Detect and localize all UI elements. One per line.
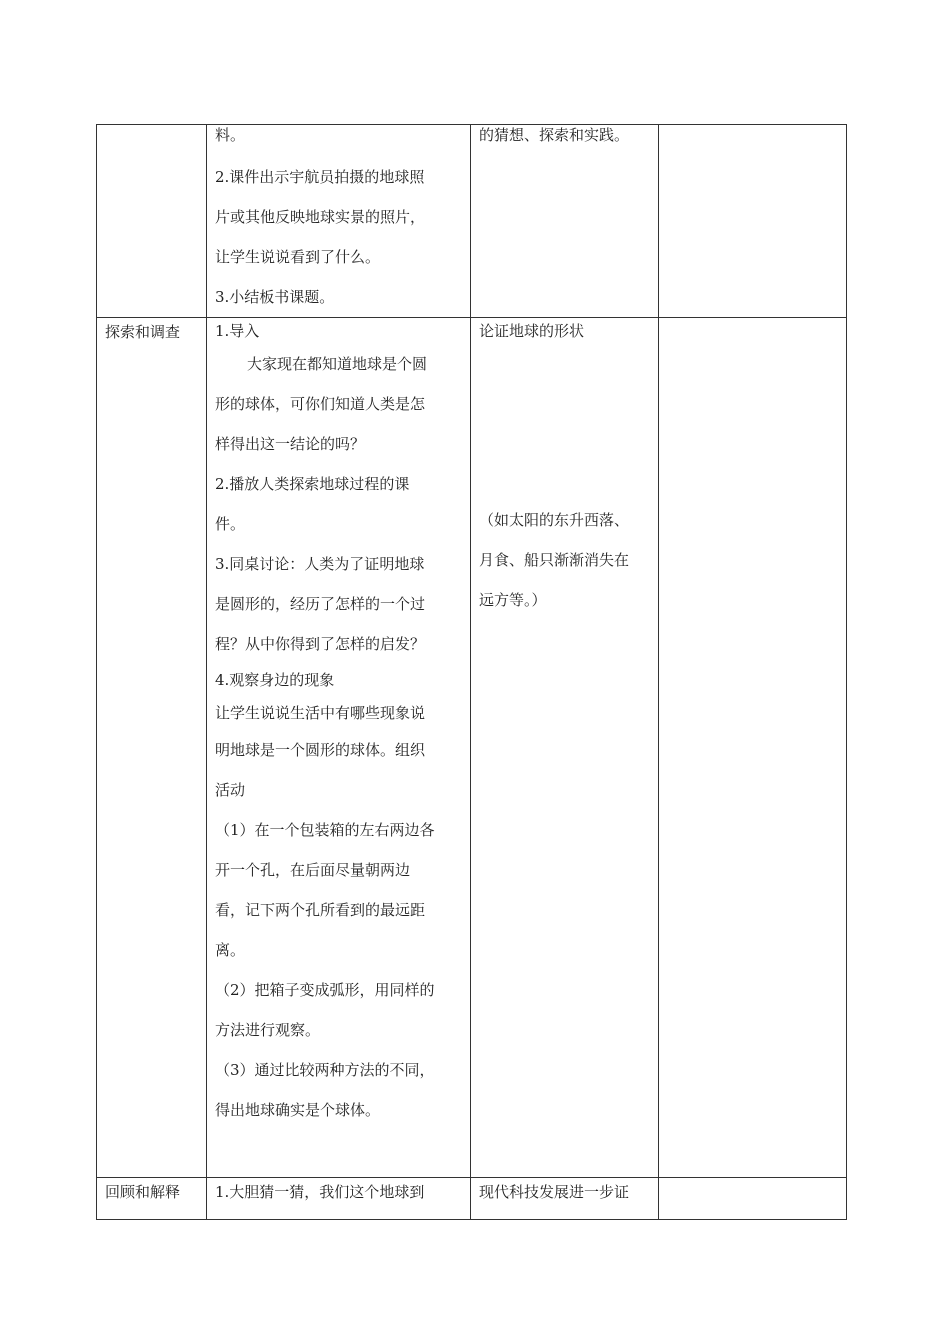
stage-cell: [97, 318, 207, 1178]
process-line: （3）通过比较两种方法的不同，: [215, 1061, 435, 1079]
process-line: 得出地球确实是个球体。: [215, 1101, 381, 1119]
intent-line: （如太阳的东升西落、: [479, 511, 630, 529]
stage-label: 探索和调查: [105, 323, 181, 341]
intent-line: 远方等。）: [479, 591, 547, 609]
table-row: [97, 125, 847, 318]
process-line: （2）把箱子变成弧形，用同样的: [215, 981, 435, 999]
intent-cell: [471, 1178, 659, 1220]
process-line: 大家现在都知道地球是个圆: [247, 355, 428, 373]
process-line: 活动: [215, 781, 246, 799]
intent-line: 现代科技发展进一步证: [479, 1183, 630, 1201]
table-row: [97, 1178, 847, 1220]
process-line: 1.大胆猜一猜，我们这个地球到: [215, 1183, 425, 1201]
process-line: 程？从中你得到了怎样的启发？: [215, 635, 426, 653]
process-line: 1.导入: [215, 322, 260, 340]
process-line: 开一个孔，在后面尽量朝两边: [215, 861, 411, 879]
process-line: 片或其他反映地球实景的照片，: [215, 208, 426, 226]
notes-cell: [659, 1178, 847, 1220]
process-line: 4.观察身边的现象: [215, 671, 335, 689]
intent-line: 月食、船只渐渐消失在: [479, 551, 630, 569]
stage-label: 回顾和解释: [105, 1183, 181, 1201]
table-row: [97, 318, 847, 1178]
process-cell: [207, 1178, 471, 1220]
process-line: 件。: [215, 515, 246, 533]
process-line: 形的球体，可你们知道人类是怎: [215, 395, 426, 413]
lesson-plan-table: [96, 124, 847, 1220]
process-cell: [207, 125, 471, 318]
process-line: 让学生说说生活中有哪些现象说: [215, 704, 426, 722]
process-cell: [207, 318, 471, 1178]
process-line: 看，记下两个孔所看到的最远距: [215, 901, 426, 919]
process-line: 方法进行观察。: [215, 1021, 321, 1039]
process-line: 明地球是一个圆形的球体。组织: [215, 741, 426, 759]
notes-cell: [659, 125, 847, 318]
process-line: 样得出这一结论的吗？: [215, 435, 366, 453]
process-line: 让学生说说看到了什么。: [215, 248, 381, 266]
process-line: 2.播放人类探索地球过程的课: [215, 475, 410, 493]
process-line: 料。: [215, 126, 246, 144]
process-line: 是圆形的，经历了怎样的一个过: [215, 595, 426, 613]
intent-line: 论证地球的形状: [479, 322, 585, 340]
process-line: （1）在一个包装箱的左右两边各: [215, 821, 435, 839]
intent-cell: [471, 125, 659, 318]
notes-cell: [659, 318, 847, 1178]
stage-cell: [97, 1178, 207, 1220]
stage-cell: [97, 125, 207, 318]
process-line: 2.课件出示宇航员拍摄的地球照: [215, 168, 425, 186]
intent-line: 的猜想、探索和实践。: [479, 126, 630, 144]
process-line: 3.同桌讨论：人类为了证明地球: [215, 555, 425, 573]
process-line: 离。: [215, 941, 246, 959]
intent-cell: [471, 318, 659, 1178]
process-line: 3.小结板书课题。: [215, 288, 335, 306]
